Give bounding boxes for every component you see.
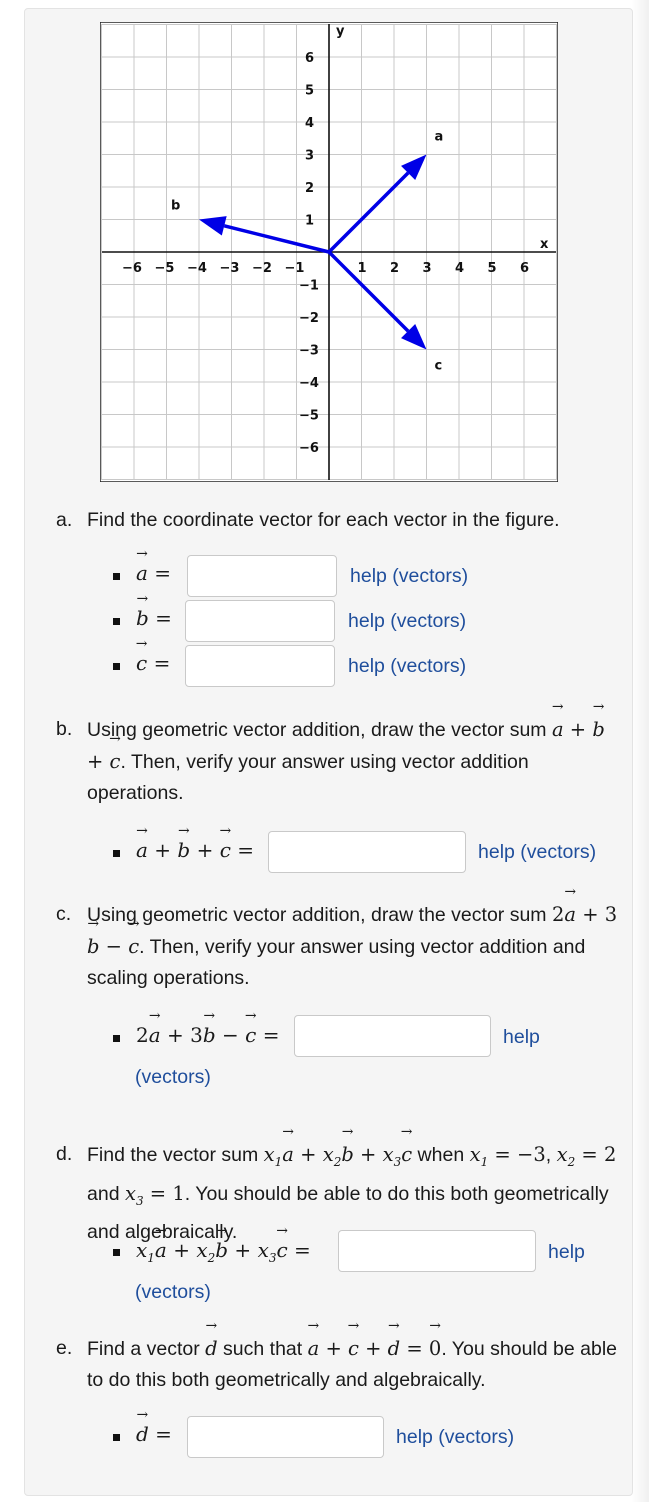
expr-d: → d	[205, 1337, 217, 1360]
text-and: and	[87, 1182, 120, 1205]
bullet	[113, 663, 120, 670]
bullet	[113, 573, 120, 580]
x-tick-label: 6	[520, 261, 530, 276]
text-suffix: . Then, verify your answer using vector addition and scaling operations.	[87, 936, 586, 989]
expr-xsum: $x_1\to a + x_2\to b + x_3\to c$	[264, 1143, 412, 1166]
help-vectors-link[interactable]: help (vectors)	[396, 1426, 515, 1448]
vector-figure	[100, 22, 558, 482]
question-a	[56, 505, 626, 536]
label-sum-x: $x_1\to a + x_2\to b + x_3\to c$ =	[136, 1238, 311, 1265]
x-tick-label: 5	[487, 261, 497, 276]
expr-2a3bc: 2→ a + 3→ b − → c	[87, 903, 617, 958]
question-text: Find the coordinate vector for each vector in the figure.	[87, 509, 560, 531]
text-prefix: Using geometric vector addition, draw the vector sum	[87, 719, 547, 741]
expr-sum-abc: → a + → b + → c	[87, 718, 605, 773]
x-tick-label: −3	[219, 261, 240, 276]
y-tick-label: −6	[299, 441, 319, 456]
answer-sum-2a3bc-input[interactable]	[294, 1015, 491, 1057]
help-vectors-link[interactable]: help (vectors)	[350, 565, 469, 587]
y-tick-label: 3	[305, 148, 315, 164]
text-suffix: . Then, verify your answer using vector addition operations.	[87, 751, 529, 804]
answer-sum-abc-input[interactable]	[268, 831, 466, 873]
bullet	[113, 618, 120, 625]
x-tick-label: 2	[390, 261, 400, 276]
answer-d-input[interactable]	[187, 1416, 384, 1458]
bullet	[113, 850, 120, 857]
bullet	[113, 1249, 120, 1256]
bullet	[113, 1434, 120, 1441]
help-vectors-link-cont[interactable]: (vectors)	[135, 1066, 211, 1088]
question-text	[87, 714, 626, 809]
y-tick-label: 2	[305, 181, 315, 196]
expr-acd-zero: → a + → c + → d = → 0	[308, 1337, 442, 1360]
text-prefix: Find the vector sum	[87, 1144, 259, 1166]
question-text	[87, 899, 626, 994]
text-suffix: . You should be able to do this both geometrically and algebraically.	[87, 1182, 609, 1243]
vector-b-label: b	[171, 198, 181, 214]
question-letter: e.	[56, 1337, 73, 1359]
y-tick-label: −5	[299, 408, 319, 424]
question-b	[56, 714, 626, 809]
x-tick-label: −4	[187, 261, 207, 276]
question-text	[87, 1333, 626, 1396]
question-e	[56, 1333, 626, 1396]
answer-sum-x-input[interactable]	[338, 1230, 536, 1272]
label-sum-abc: → a + → b + → c =	[136, 838, 254, 862]
y-tick-label: 5	[305, 83, 315, 99]
answer-c-input[interactable]	[185, 645, 335, 687]
answer-a-input[interactable]	[187, 555, 337, 597]
help-link[interactable]: help	[548, 1241, 585, 1263]
expr-x1: $x_1 = -3$	[469, 1143, 546, 1169]
x3-value: 1	[172, 1181, 185, 1205]
answer-b-input[interactable]	[185, 600, 335, 642]
label-b-vec: → b =	[136, 606, 172, 630]
help-vectors-link-cont[interactable]: (vectors)	[135, 1281, 211, 1303]
page-edge-shadow	[631, 0, 649, 1502]
x-tick-label: 4	[455, 261, 465, 276]
question-letter: d.	[56, 1143, 73, 1165]
label-sum-2a3bc: 2→ a + 3→ b − → c =	[136, 1023, 280, 1047]
y-axis-label: y	[336, 24, 345, 39]
label-c-vec: → c =	[136, 651, 170, 675]
help-link[interactable]: help	[503, 1026, 540, 1048]
x1-value: −3	[516, 1143, 546, 1166]
text-suffix: . You should be able to do this both geometrically and algebraically.	[87, 1338, 617, 1391]
y-tick-label: 4	[305, 116, 315, 131]
x-tick-label: 1	[357, 261, 367, 276]
x-axis-label: x	[540, 237, 549, 252]
vector-c-label: c	[434, 358, 443, 374]
text-such-that: such that	[223, 1338, 303, 1360]
x-tick-label: −1	[284, 261, 305, 276]
question-c	[56, 899, 626, 994]
y-tick-label: −4	[299, 376, 319, 391]
vector-a-label: a	[434, 129, 444, 145]
x-tick-label: −5	[154, 261, 175, 276]
label-a-vec: → a =	[136, 561, 171, 585]
question-letter: b.	[56, 718, 73, 740]
question-text: Find the vector sum $x_1\to a + x_2\to b + x_3\to c$ when $x_1 = -3$, $x_2 = 2$ and $x_3 = 1$. You should be able to do this both geometrically and algebraically.	[87, 1139, 626, 1248]
help-vectors-link[interactable]: help (vectors)	[478, 841, 597, 863]
question-letter: a.	[56, 509, 73, 531]
y-tick-label: −1	[299, 278, 319, 294]
y-tick-label: 6	[305, 51, 315, 66]
y-tick-label: −3	[299, 343, 319, 359]
y-tick-label: 1	[305, 213, 315, 229]
x-tick-label: −2	[252, 261, 272, 276]
expr-x3: $x_3 = 1$	[124, 1181, 185, 1208]
expr-x2: $x_2 = 2$	[556, 1143, 617, 1169]
label-d-vec: → d =	[136, 1422, 172, 1446]
y-tick-label: −2	[299, 311, 319, 326]
text-prefix: Find a vector	[87, 1338, 200, 1360]
bullet	[113, 1035, 120, 1042]
question-letter: c.	[56, 903, 72, 925]
help-vectors-link[interactable]: help (vectors)	[348, 655, 467, 677]
help-vectors-link[interactable]: help (vectors)	[348, 610, 467, 632]
x2-value: 2	[603, 1143, 617, 1166]
x-tick-label: −6	[122, 261, 142, 276]
x-tick-label: 3	[422, 261, 432, 276]
text-prefix: Using geometric vector addition, draw the vector sum	[87, 904, 547, 926]
text-when: when	[417, 1144, 465, 1166]
